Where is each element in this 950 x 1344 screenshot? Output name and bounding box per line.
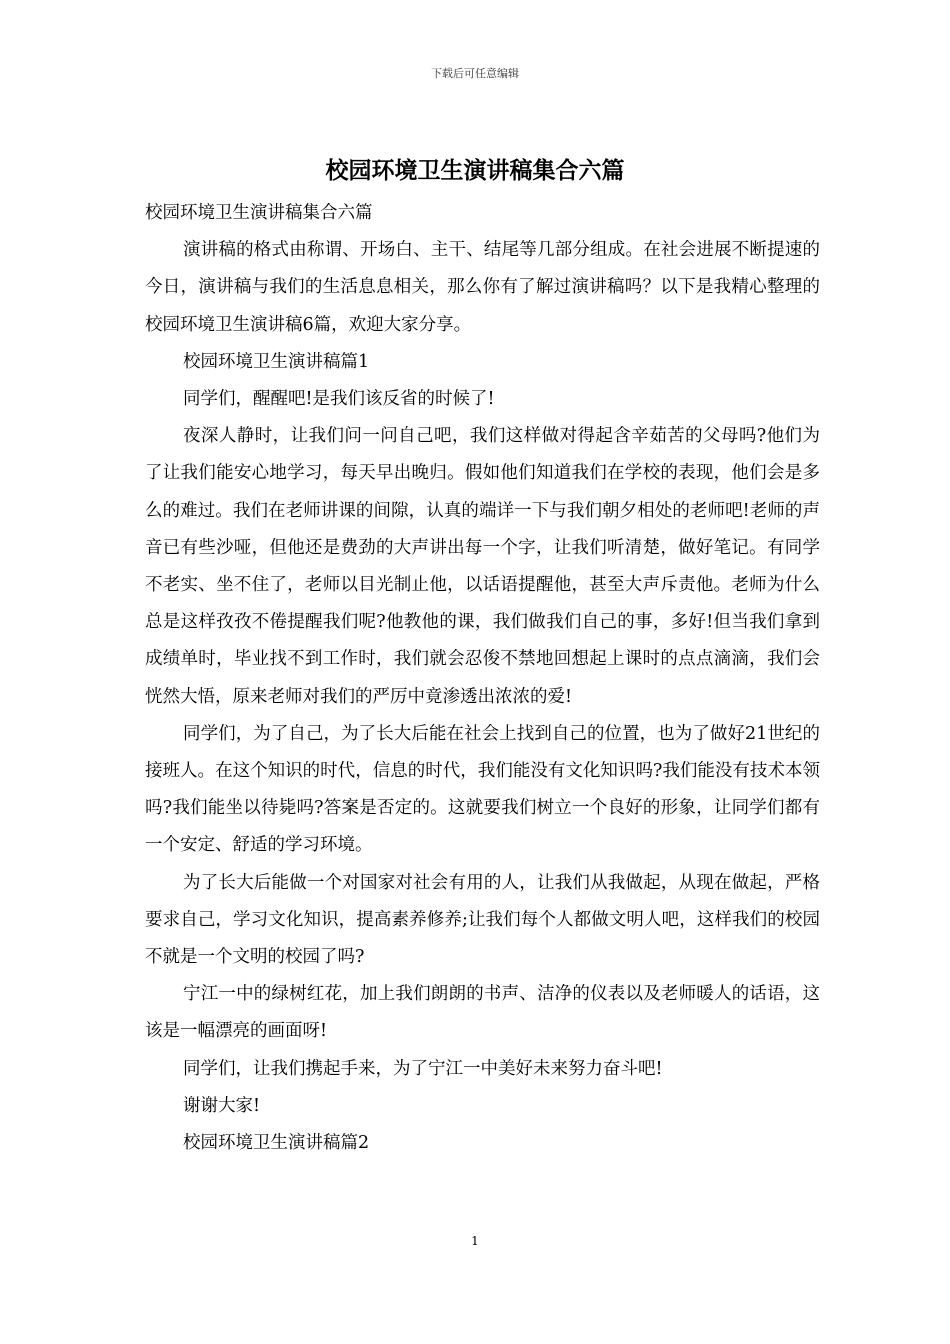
paragraph: 谢谢大家! [183,1095,261,1116]
intro-paragraph: 演讲稿的格式由称谓、开场白、主干、结尾等几部分组成。在社会进展不断提速的今日，演讲稿与我们的生活息息相关，那么你有了解过演讲稿吗？以下是我精心整理的校园环境卫生演讲稿6篇，欢迎大家分享。 [145,240,820,335]
section-heading-2: 校园环境卫生演讲稿篇2 [183,1133,370,1154]
header-note: 下载后可任意编辑 [431,67,519,80]
paragraph: 同学们，为了自己，为了长大后能在社会上找到自己的位置，也为了做好21世纪的接班人。在这个知识的时代，信息的时代，我们能没有文化知识吗?我们能没有技术本领吗?我们能坐以待毙吗?答案是否定的。这就要我们树立一个良好的形象，让同学们都有一个安定、舒适的学习环境。 [145,723,820,856]
paragraph: 同学们，醒醒吧!是我们该反省的时候了! [183,389,495,410]
paragraph: 为了长大后能做一个对国家对社会有用的人，让我们从我做起，从现在做起，严格要求自己，学习文化知识，提高素养修养;让我们每个人都做文明人吧，这样我们的校园不就是一个文明的校园了吗? [145,872,820,968]
section-heading-1: 校园环境卫生演讲稿篇1 [183,351,370,372]
document-body [145,195,820,1162]
document-title: 校园环境卫生演讲稿集合六篇 [325,157,625,184]
paragraph: 同学们，让我们携起手来，为了宁江一中美好未来努力奋斗吧! [183,1058,663,1079]
paragraph: 夜深人静时，让我们问一问自己吧，我们这样做对得起含辛茹苦的父母吗?他们为了让我们能安心地学习，每天早出晚归。假如他们知道我们在学校的表现，他们会是多么的难过。我们在老师讲课的间隙，认真的端详一下与我们朝夕相处的老师吧!老师的声音已有些沙哑，但他还是费劲的大声讲出每一个字，让我们听清楚，做好笔记。有同学不老实、坐不住了，老师以目光制止他，以话语提醒他，甚至大声斥责他。老师为什么总是这样孜孜不倦提醒我们呢?他教他的课，我们做我们自己的事，多好!但当我们拿到成绩单时，毕业找不到工作时，我们就会忍俊不禁地回想起上课时的点点滴滴，我们会恍然大悟，原来老师对我们的严厉中竟渗透出浓浓的爱! [145,426,820,707]
page-number: 1 [471,1234,479,1248]
paragraph: 宁江一中的绿树红花，加上我们朗朗的书声、洁净的仪表以及老师暖人的话语，这该是一幅漂亮的画面呀! [145,984,820,1042]
subtitle-line: 校园环境卫生演讲稿集合六篇 [145,203,373,223]
